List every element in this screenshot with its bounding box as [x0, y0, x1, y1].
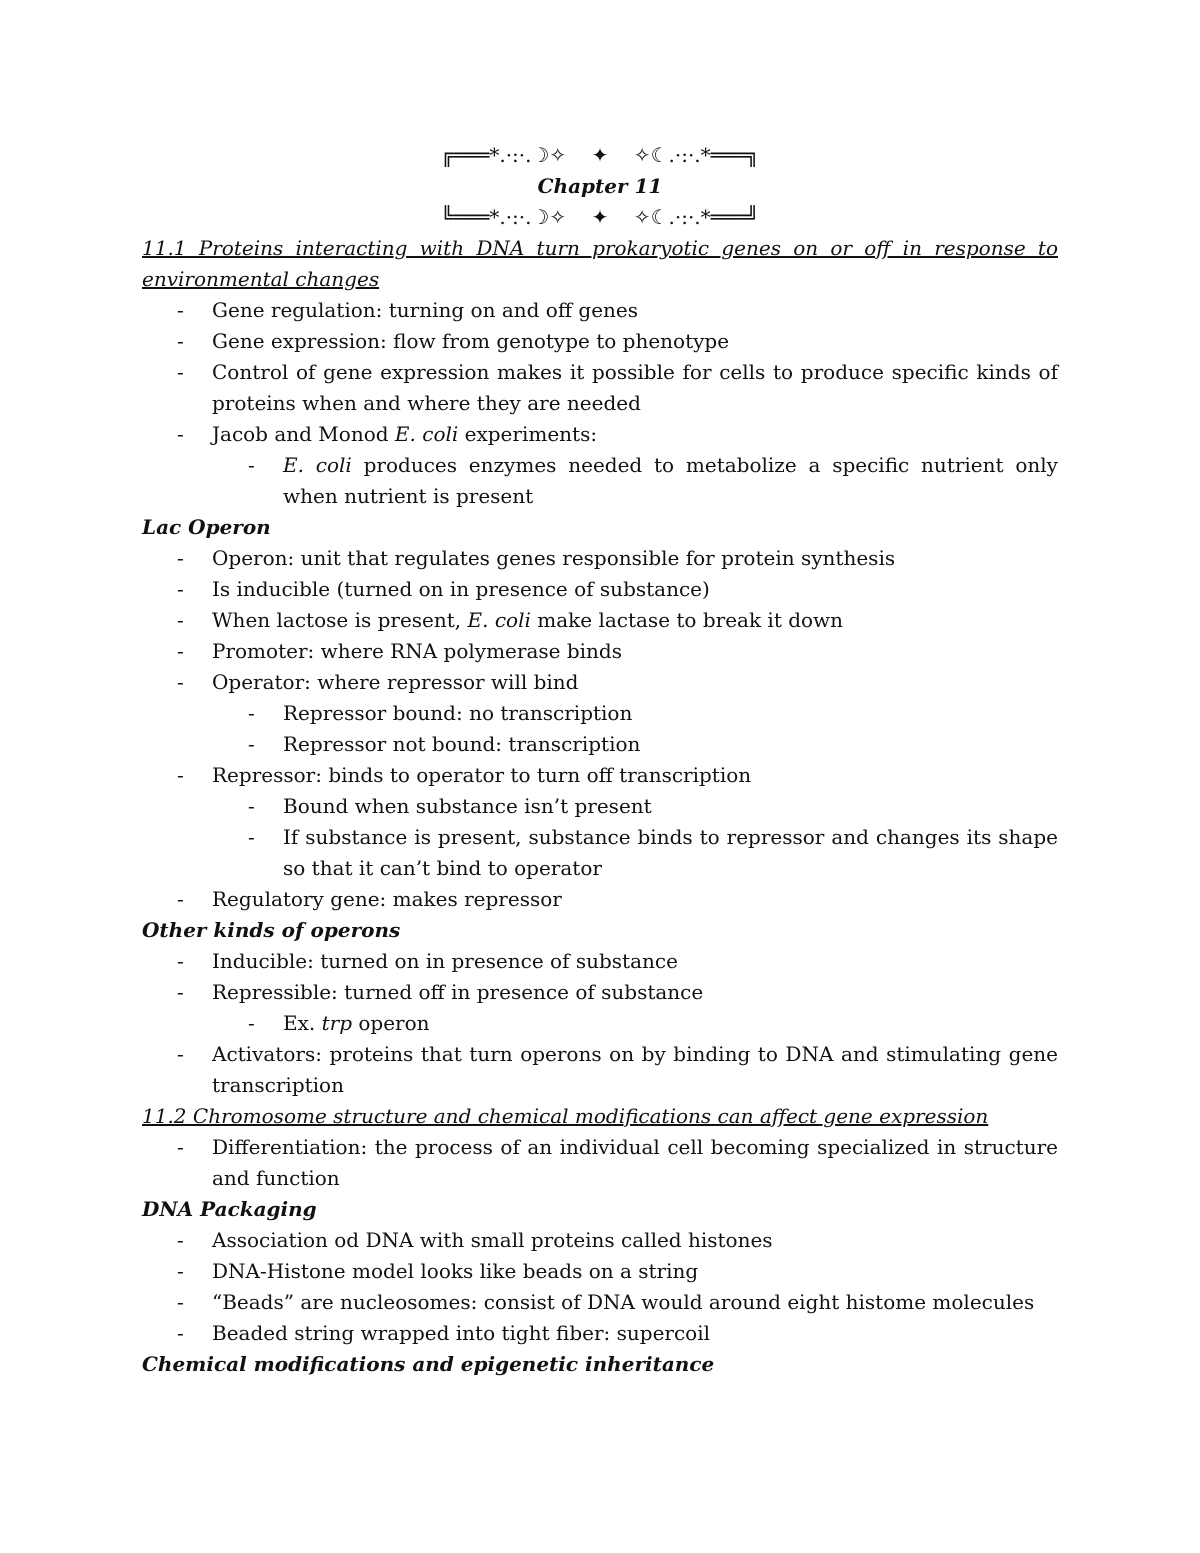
list-item: - Association od DNA with small proteins called histones — [177, 1228, 773, 1252]
list-item: - Gene regulation: turning on and off genes — [177, 298, 639, 322]
list-item: - Operon: unit that regulates genes responsible for protein synthesis — [177, 546, 896, 570]
list-item: - When lactose is present, E. coli make lactase to break it down — [177, 608, 844, 632]
list-item: - “Beads” are nucleosomes: consist of DNA would around eight histome molecules — [177, 1290, 1035, 1314]
subheading-chemical-modifications: Chemical modifications and epigenetic inheritance — [142, 1352, 715, 1376]
list-item: - Promoter: where RNA polymerase binds — [177, 639, 622, 663]
chapter-title: Chapter 11 — [537, 174, 663, 198]
list-item: - Beaded string wrapped into tight fiber: supercoil — [177, 1321, 710, 1345]
list-item: - DNA-Histone model looks like beads on a string — [177, 1259, 699, 1283]
list-item: - E. coli produces enzymes needed to metabolize a specific nutrient only when nutrient is present — [248, 453, 1058, 508]
list-item: - Jacob and Monod E. coli experiments: — [177, 422, 598, 446]
list-item: - Activators: proteins that turn operons on by binding to DNA and stimulating gene transcription — [177, 1042, 1058, 1097]
list-item: - Ex. trp operon — [248, 1011, 430, 1035]
list-item: - Regulatory gene: makes repressor — [177, 887, 562, 911]
list-item: - Differentiation: the process of an individual cell becoming specialized in structure and function — [177, 1135, 1058, 1190]
section-heading-11-1: 11.1 Proteins interacting with DNA turn prokaryotic genes on or off in response to environmental changes — [142, 236, 1058, 291]
list-item: - Repressor bound: no transcription — [248, 701, 633, 725]
list-item: - If substance is present, substance binds to repressor and changes its shape so that it can’t bind to operator — [248, 825, 1058, 880]
section-heading-11-2: 11.2 Chromosome structure and chemical modifications can affect gene expression — [142, 1104, 989, 1128]
list-item: - Inducible: turned on in presence of substance — [177, 949, 678, 973]
list-item: - Gene expression: flow from genotype to phenotype — [177, 329, 730, 353]
list-item: - Operator: where repressor will bind — [177, 670, 579, 694]
banner-bottom: ╚═══*.·:·.☽✧ ✦ ✧☾.·:·.*═══╝ — [441, 205, 759, 229]
list-item: - Control of gene expression makes it possible for cells to produce specific kinds of proteins when and where they are needed — [177, 360, 1058, 415]
subheading-other-operons: Other kinds of operons — [142, 918, 401, 942]
list-item: - Repressor: binds to operator to turn off transcription — [177, 763, 752, 787]
list-item: - Bound when substance isn’t present — [248, 794, 652, 818]
list-item: - Repressible: turned off in presence of substance — [177, 980, 704, 1004]
document-page — [142, 140, 1058, 1380]
subheading-dna-packaging: DNA Packaging — [142, 1197, 317, 1221]
list-item: - Is inducible (turned on in presence of substance) — [177, 577, 710, 601]
subheading-lac-operon: Lac Operon — [142, 515, 271, 539]
list-item: - Repressor not bound: transcription — [248, 732, 641, 756]
banner-top: ╔═══*.·:·.☽✧ ✦ ✧☾.·:·.*═══╗ — [441, 143, 759, 167]
